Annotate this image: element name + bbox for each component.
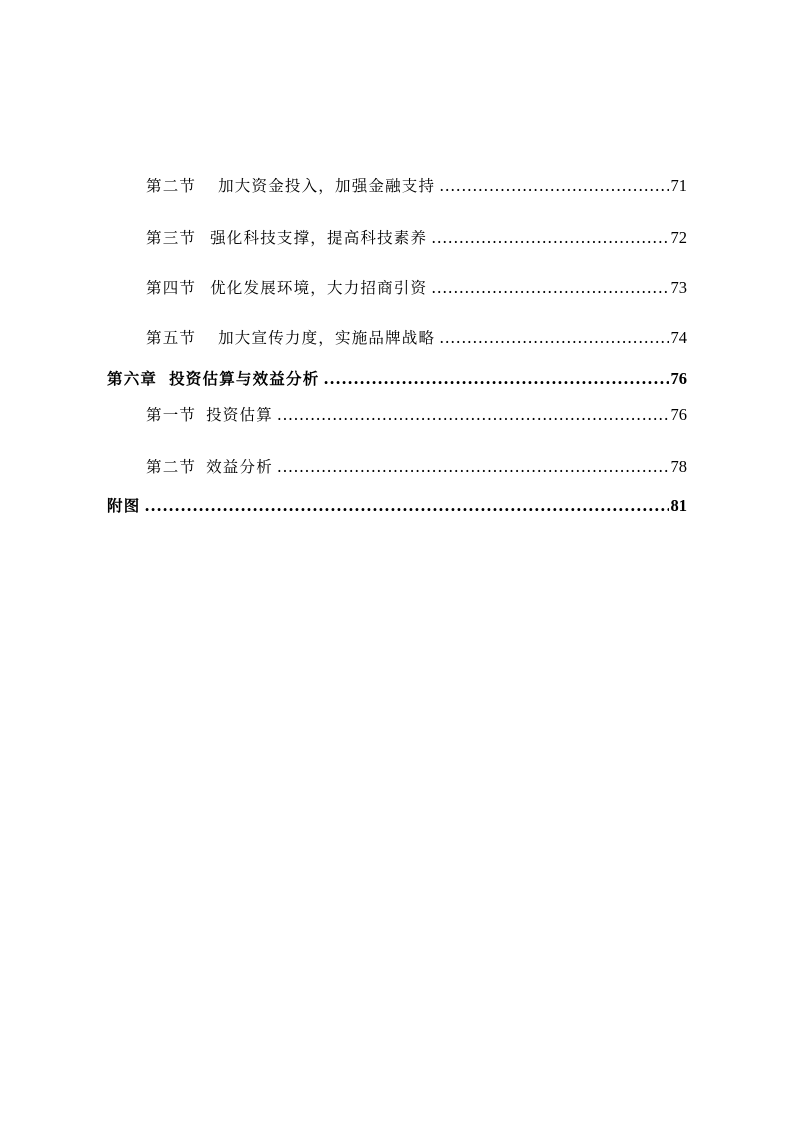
toc-entry-number: 第一节 [146, 406, 197, 424]
toc-leader-dots [431, 278, 668, 298]
toc-entry-label [146, 228, 427, 248]
toc-entry-number: 第四节 [146, 279, 197, 297]
toc-leader-dots [323, 369, 668, 389]
toc-page-number: 74 [670, 328, 687, 347]
toc-entry-section-environment[interactable] [146, 278, 687, 298]
toc-entry-label [107, 369, 319, 389]
toc-entry-section-investment-estimate[interactable] [146, 405, 687, 425]
toc-entry-title: 投资估算与效益分析 [169, 369, 320, 388]
toc-page-number: 71 [670, 176, 687, 195]
toc-entry-appendix-figures[interactable] [107, 496, 687, 516]
toc-leader-dots [439, 328, 668, 348]
toc-entry-number: 第五节 [146, 329, 197, 347]
toc-entry-title: 加大资金投入，加强金融支持 [218, 177, 436, 195]
toc-entry-number: 第六章 [107, 369, 158, 388]
toc-entry-title: 优化发展环境，大力招商引资 [210, 279, 428, 297]
toc-page-number: 76 [670, 369, 687, 388]
toc-entry-label [146, 457, 273, 477]
toc-leader-dots [439, 176, 668, 196]
toc-leader-dots [277, 457, 669, 477]
toc-entry-section-benefit-analysis[interactable] [146, 457, 687, 477]
toc-entry-label [146, 405, 273, 425]
toc-page-number: 81 [670, 496, 687, 515]
toc-entry-label [107, 496, 140, 516]
toc-page-number: 78 [670, 457, 687, 476]
toc-entry-title: 效益分析 [206, 458, 273, 476]
toc-entry-title: 附图 [107, 496, 141, 515]
toc-entry-label [146, 278, 427, 298]
toc-entry-section-finance[interactable] [146, 176, 687, 196]
toc-entry-title: 投资估算 [206, 406, 273, 424]
toc-entry-chapter-six[interactable] [107, 369, 687, 389]
toc-page-number: 72 [670, 228, 687, 247]
toc-entry-label [146, 328, 435, 348]
toc-entry-number: 第二节 [146, 177, 197, 195]
toc-entry-label [146, 176, 435, 196]
toc-page-number: 76 [670, 405, 687, 424]
toc-entry-number: 第三节 [146, 229, 197, 247]
toc-entry-title: 加大宣传力度，实施品牌战略 [218, 329, 436, 347]
toc-entry-number: 第二节 [146, 458, 197, 476]
toc-entry-section-technology[interactable] [146, 228, 687, 248]
toc-leader-dots [277, 405, 669, 425]
toc-leader-dots [431, 228, 668, 248]
toc-entry-section-publicity[interactable] [146, 328, 687, 348]
toc-entry-title: 强化科技支撑，提高科技素养 [210, 229, 428, 247]
toc-leader-dots [144, 496, 668, 516]
toc-page-number: 73 [670, 278, 687, 297]
